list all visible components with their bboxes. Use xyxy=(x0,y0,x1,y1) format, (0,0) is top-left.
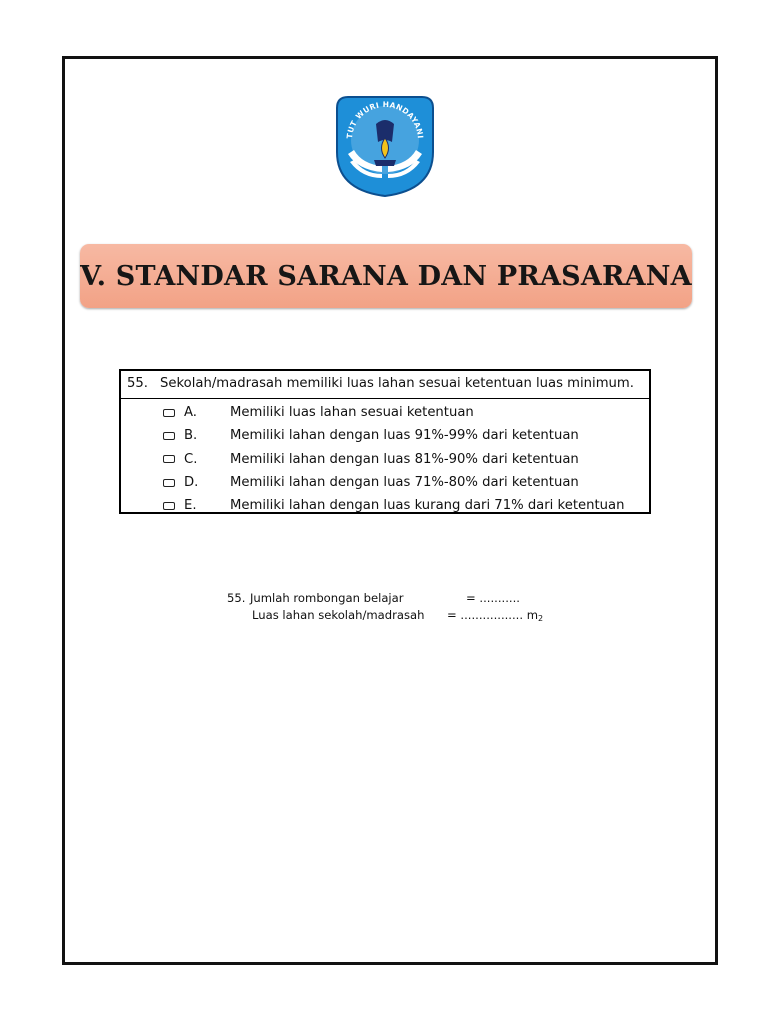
option-b[interactable] xyxy=(121,424,649,447)
checkbox-icon[interactable] xyxy=(163,455,175,463)
option-text: Memiliki lahan dengan luas kurang dari 71% dari ketentuan xyxy=(230,498,625,514)
options-list xyxy=(121,399,649,517)
note-unit-subscript: 2 xyxy=(538,614,544,623)
option-e[interactable] xyxy=(121,494,649,517)
checkbox-icon[interactable] xyxy=(163,479,175,487)
note-block xyxy=(227,590,543,627)
option-letter: D. xyxy=(184,475,199,491)
option-letter: A. xyxy=(184,405,197,421)
option-c[interactable] xyxy=(121,448,649,471)
note-label-rombongan: Jumlah rombongan belajar xyxy=(250,591,404,605)
option-text: Memiliki lahan dengan luas 81%-90% dari ketentuan xyxy=(230,451,579,467)
note-value-luas: = ................. $m_2$ xyxy=(447,608,544,623)
option-letter: C. xyxy=(184,451,198,467)
note-label-luas: Luas lahan sekolah/madrasah xyxy=(252,608,425,622)
question-header xyxy=(121,371,649,399)
tut-wuri-handayani-logo xyxy=(332,94,438,198)
question-box xyxy=(119,369,651,514)
option-text: Memiliki luas lahan sesuai ketentuan xyxy=(230,405,474,421)
question-text: Sekolah/madrasah memiliki luas lahan sesuai ketentuan luas minimum. xyxy=(160,376,634,391)
note-row-2 xyxy=(227,607,543,627)
note-value-rombongan: = ........... xyxy=(466,591,520,605)
option-a[interactable] xyxy=(121,401,649,424)
checkbox-icon[interactable] xyxy=(163,409,175,417)
section-banner xyxy=(80,244,692,308)
question-number: 55. xyxy=(127,376,148,391)
note-number: 55. xyxy=(227,591,246,605)
option-letter: E. xyxy=(184,498,197,514)
option-text: Memiliki lahan dengan luas 91%-99% dari ketentuan xyxy=(230,428,579,444)
checkbox-icon[interactable] xyxy=(163,432,175,440)
option-d[interactable] xyxy=(121,471,649,494)
checkbox-icon[interactable] xyxy=(163,502,175,510)
option-text: Memiliki lahan dengan luas 71%-80% dari ketentuan xyxy=(230,475,579,491)
note-row-1 xyxy=(227,590,543,607)
svg-text:TUT WURI HANDAYANI: TUT WURI HANDAYANI xyxy=(344,99,425,140)
section-title: V. STANDAR SARANA DAN PRASARANA xyxy=(80,260,692,292)
option-letter: B. xyxy=(184,428,198,444)
